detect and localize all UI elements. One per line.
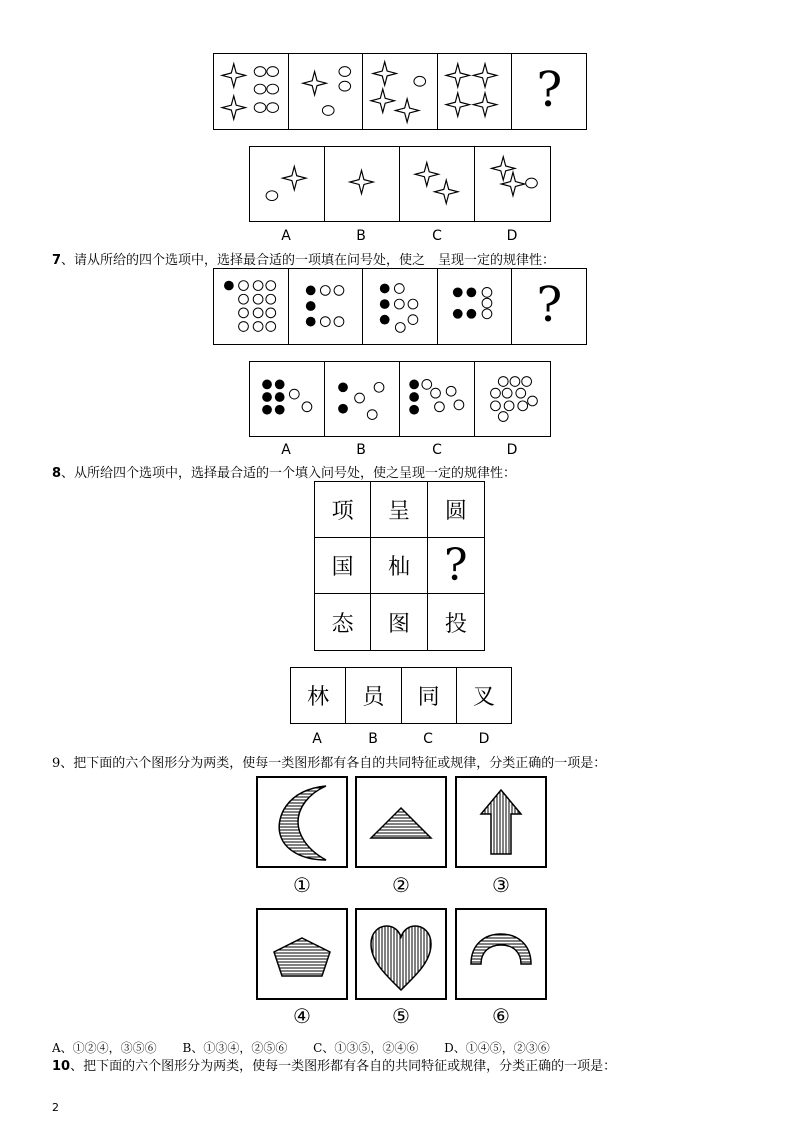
q8-grid-cell: 呈	[371, 482, 427, 538]
q8-option-d[interactable]: 叉	[472, 685, 495, 710]
heart-icon	[357, 910, 445, 998]
q6-question-cell	[512, 54, 586, 129]
q9-figure-4[interactable]	[256, 908, 348, 1000]
q6-option-d[interactable]	[475, 147, 550, 221]
q10-prompt: 、把下面的六个图形分为两类，使每一类图形都有各自的共同特征或规律，分类正确的一项是：	[70, 1059, 617, 1074]
arrow-up-icon	[457, 778, 545, 866]
q7-letter-c: C	[432, 442, 442, 458]
q9-label-1: ①	[293, 873, 311, 897]
q7-option-a[interactable]	[250, 362, 325, 436]
q7-cell-1	[214, 269, 289, 344]
q7-options-row	[249, 361, 551, 437]
q8-prompt: 、从所给四个选项中，选择最合适的一个填入问号处，使之呈现一定的规律性：	[61, 466, 517, 481]
crescent-icon	[258, 778, 346, 866]
q7-cell-2	[289, 269, 364, 344]
q8-grid-cell: 态	[315, 594, 371, 650]
q6-letter-d: D	[506, 228, 518, 244]
q7-cell-3	[363, 269, 438, 344]
q8-letter-d: D	[478, 731, 490, 747]
q7-letter-d: D	[506, 442, 518, 458]
q8-question-mark: ?	[428, 538, 484, 594]
q7-cell-4	[438, 269, 513, 344]
q10-number: 10	[52, 1059, 71, 1074]
q8-grid-cell: 圆	[428, 482, 484, 538]
q7-letter-a: A	[281, 442, 291, 458]
q10-text	[52, 1055, 616, 1074]
q7-sequence-row	[213, 268, 587, 345]
q6-option-a[interactable]	[250, 147, 325, 221]
q6-option-c[interactable]	[400, 147, 475, 221]
q7-text	[52, 249, 555, 268]
q8-option-c[interactable]: 同	[402, 668, 457, 723]
q9-answer-options	[52, 1039, 572, 1056]
q9-figure-6[interactable]	[455, 908, 547, 1000]
q8-grid-cell: 项	[315, 482, 371, 538]
q9-answer-b[interactable]: B、①③④，②⑤⑥	[182, 1041, 288, 1055]
q8-letter-c: C	[423, 731, 433, 747]
q9-answer-a[interactable]: A、①②④，③⑤⑥	[52, 1041, 157, 1055]
q6-options-row	[249, 146, 551, 222]
q7-prompt: 、请从所给的四个选项中，选择最合适的一项填在问号处，使之 呈现一定的规律性：	[61, 253, 556, 268]
q9-answer-c[interactable]: C、①③⑤，②④⑥	[313, 1041, 419, 1055]
q9-figure-3[interactable]	[455, 776, 547, 868]
q6-option-b[interactable]	[325, 147, 400, 221]
q7-number: 7	[52, 253, 62, 268]
q6-cell-3	[363, 54, 438, 129]
q9-number: 9	[52, 756, 61, 771]
q8-grid-cell: 国	[315, 538, 371, 594]
q7-option-d[interactable]	[475, 362, 550, 436]
q6-letter-a: A	[281, 228, 291, 244]
q7-question-mark: ?	[536, 277, 563, 333]
arch-icon	[457, 910, 545, 998]
q9-figure-2[interactable]	[355, 776, 447, 868]
q8-grid-cell: 杣	[371, 538, 427, 594]
page-number: 2	[52, 1101, 59, 1114]
q9-text	[52, 752, 606, 771]
q7-letter-b: B	[356, 442, 366, 458]
q8-option-b[interactable]: 员	[346, 668, 401, 723]
q7-question-cell	[512, 269, 586, 344]
q9-label-3: ③	[492, 873, 510, 897]
q7-option-b[interactable]	[325, 362, 400, 436]
q8-text	[52, 462, 516, 481]
q8-grid-cell: 图	[371, 594, 427, 650]
q6-sequence-row	[213, 53, 587, 130]
triangle-icon	[357, 778, 445, 866]
pentagon-icon	[258, 910, 346, 998]
q8-number: 8	[52, 466, 62, 481]
q8-option-a[interactable]: 林	[291, 668, 346, 723]
q9-label-5: ⑤	[392, 1004, 410, 1028]
q6-letter-c: C	[432, 228, 442, 244]
q8-options-row	[290, 667, 512, 724]
q9-figure-5[interactable]	[355, 908, 447, 1000]
q6-cell-4	[438, 54, 513, 129]
q8-letter-a: A	[312, 731, 322, 747]
q9-label-4: ④	[293, 1004, 311, 1028]
q6-cell-1	[214, 54, 289, 129]
q6-letter-b: B	[356, 228, 366, 244]
q6-question-mark: ?	[536, 62, 563, 118]
q9-figure-1[interactable]	[256, 776, 348, 868]
q9-label-6: ⑥	[492, 1004, 510, 1028]
q8-character-grid	[314, 481, 485, 651]
q9-answer-d[interactable]: D、①④⑤，②③⑥	[444, 1041, 550, 1055]
q9-prompt: 、把下面的六个图形分为两类，使每一类图形都有各自的共同特征或规律，分类正确的一项是：	[60, 756, 607, 771]
q8-letter-b: B	[368, 731, 378, 747]
q6-cell-2	[289, 54, 364, 129]
q7-option-c[interactable]	[400, 362, 475, 436]
q8-grid-cell: 投	[444, 611, 467, 637]
q9-label-2: ②	[392, 873, 410, 897]
